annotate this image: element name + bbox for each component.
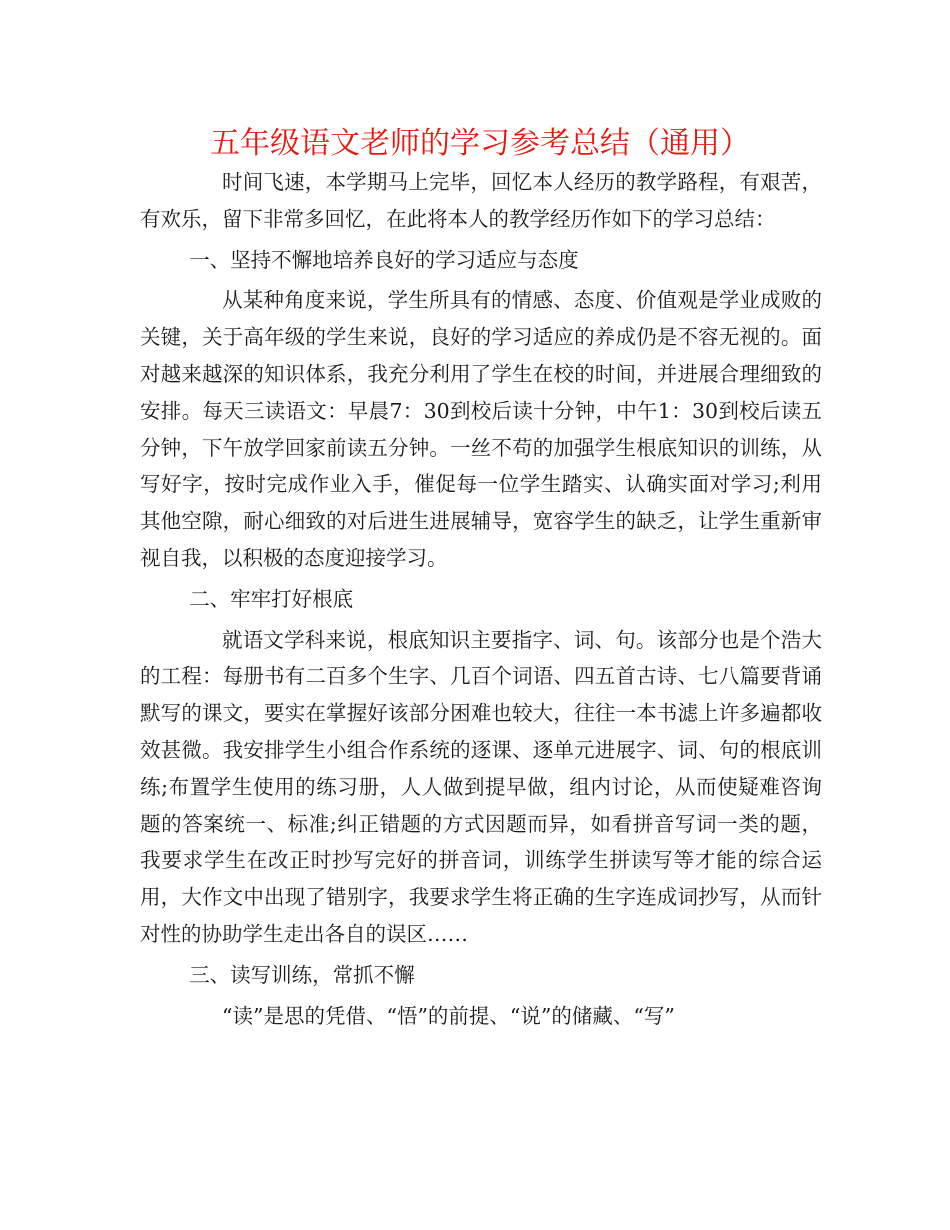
- section-heading-3: 三、读写训练，常抓不懈: [189, 962, 415, 987]
- section-body-2: 就语文学科来说，根底知识主要指字、词、句。该部分也是个浩大的工程：每册书有二百多个生字、几百个词语、四五首古诗、七八篇要背诵默写的课文，要实在掌握好该部分困难也较大，往往一本书滤上许多遍都收效甚微。我安排学生小组合作系统的逐课、逐单元进展字、词、句的根底训练;布置学生使用的练习册，人人做到提早做，组内讨论，从而使疑难咨询题的答案统一、标准;纠正错题的方式因题而异，如看拼音写词一类的题，我要求学生在改正时抄写完好的拼音词，训练学生拼读写等才能的综合运用，大作文中出现了错别字，我要求学生将正确的生字连成词抄写，从而针对性的协助学生走出各自的误区……: [140, 627, 822, 946]
- section-heading-1: 一、坚持不懈地培养良好的学习适应与态度: [189, 247, 579, 272]
- section-body-1: 从某种角度来说，学生所具有的情感、态度、价值观是学业成败的关键，关于高年级的学生来说，良好的学习适应的养成仍是不容无视的。面对越来越深的知识体系，我充分利用了学生在校的时间，并进展合理细致的安排。每天三读语文：早晨7：30到校后读十分钟，中午1：30到校后读五分钟，下午放学回家前读五分钟。一丝不苟的加强学生根底知识的训练，从写好字，按时完成作业入手，催促每一位学生踏实、认确实面对学习;利用其他空隙，耐心细致的对后进生进展辅导，宽容学生的缺乏，让学生重新审视自我，以积极的态度迎接学习。: [140, 288, 822, 570]
- section-body-3: “读”是思的凭借、“悟”的前提、“说”的储藏、“写”: [222, 1003, 675, 1028]
- section-heading-2: 二、牢牢打好根底: [189, 586, 354, 611]
- document-title: 五年级语文老师的学习参考总结（通用）: [210, 126, 750, 161]
- document-body: [140, 164, 822, 1034]
- intro-paragraph: 时间飞速，本学期马上完毕，回忆本人经历的教学路程，有艰苦，有欢乐，留下非常多回忆，在此将本人的教学经历作如下的学习总结：: [140, 170, 822, 231]
